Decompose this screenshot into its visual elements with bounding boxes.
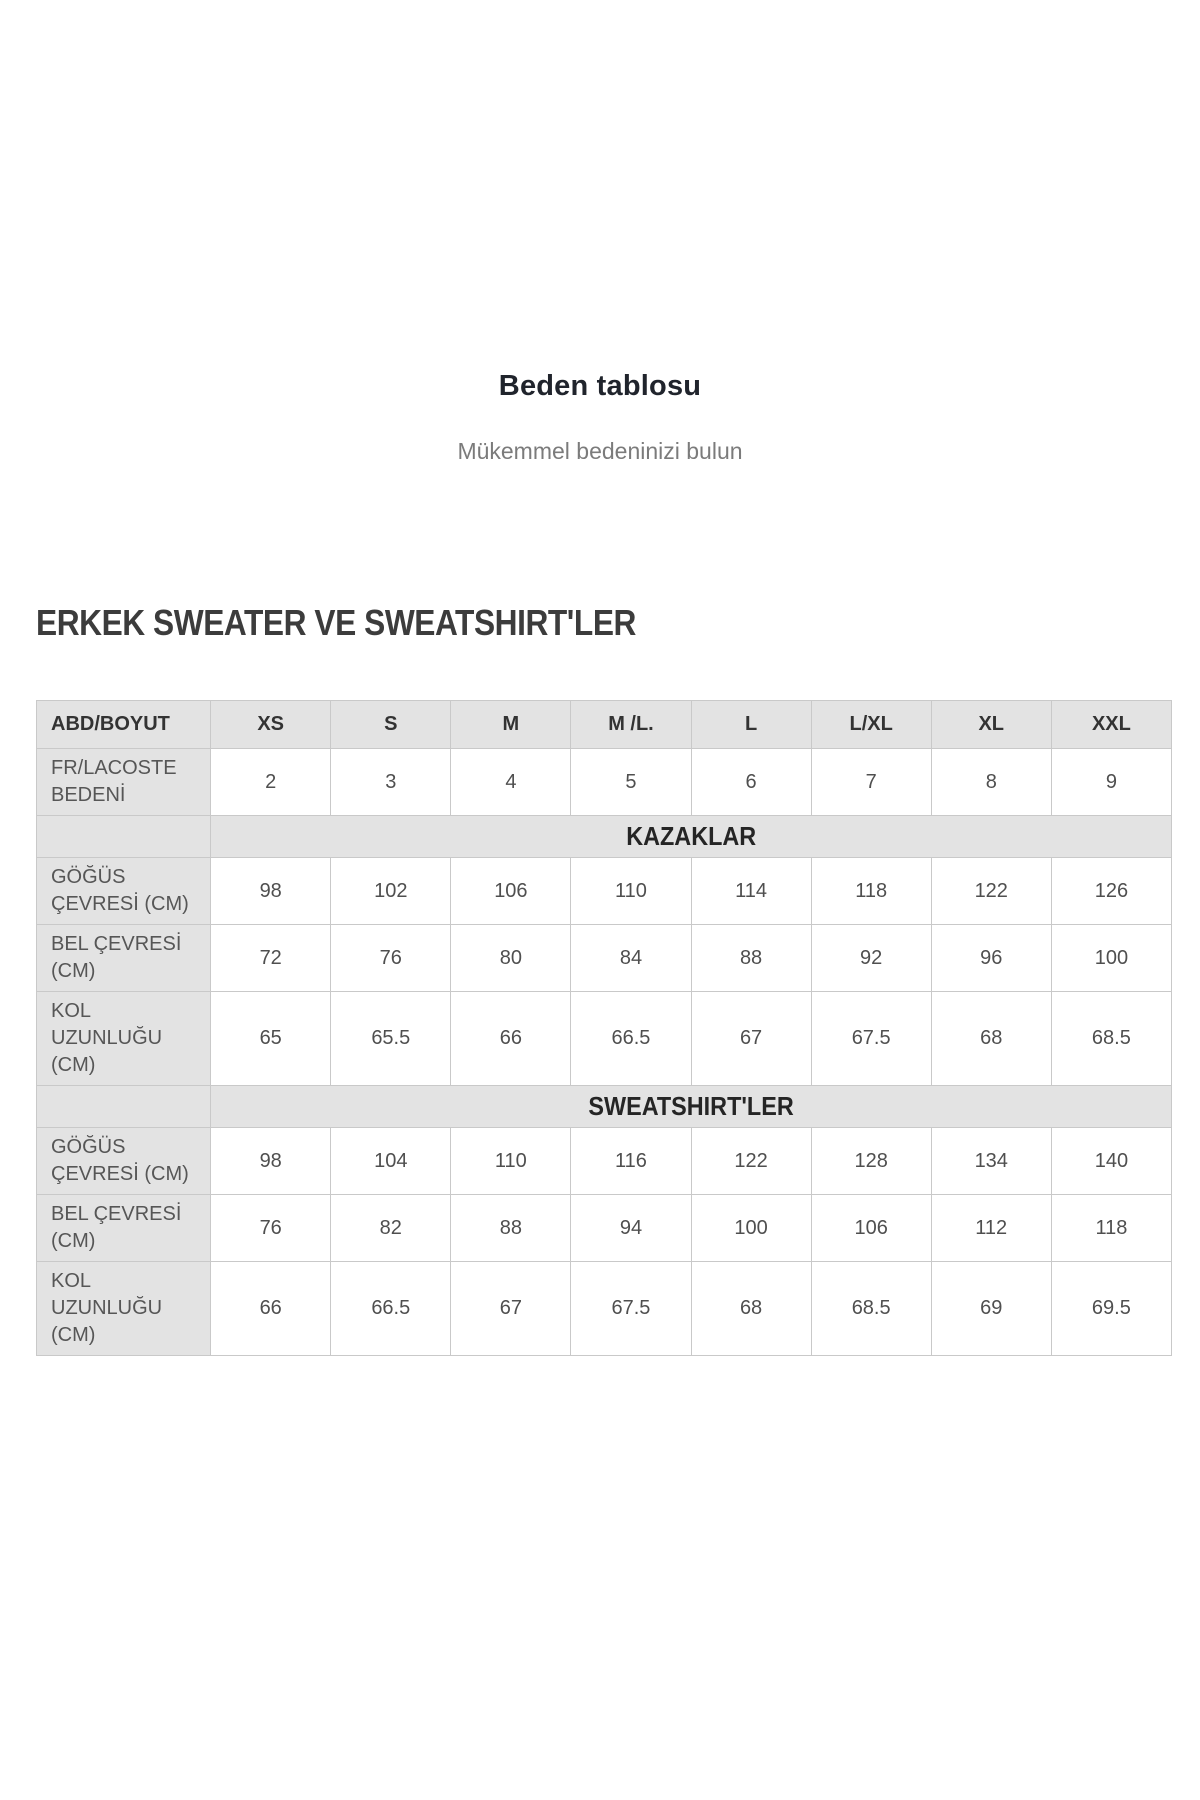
row-label: FR/LACOSTE BEDENİ <box>37 749 211 816</box>
cell-value: 106 <box>811 1195 931 1262</box>
table-row-waist <box>37 925 1172 992</box>
section-title-text: SWEATSHIRT'LER <box>588 1090 794 1121</box>
cell-value: 69.5 <box>1051 1262 1171 1356</box>
cell-value: 114 <box>691 858 811 925</box>
row-label: BEL ÇEVRESİ (CM) <box>37 1195 211 1262</box>
cell-value: 104 <box>331 1128 451 1195</box>
section-row-spacer <box>37 816 211 858</box>
cell-value: 106 <box>451 858 571 925</box>
cell-value: 65.5 <box>331 992 451 1086</box>
table-row-chest <box>37 1128 1172 1195</box>
cell-value: 67 <box>691 992 811 1086</box>
cell-value: 100 <box>691 1195 811 1262</box>
cell-value: 88 <box>451 1195 571 1262</box>
cell-value: 5 <box>571 749 691 816</box>
page-title: Beden tablosu <box>498 370 702 402</box>
cell-value: 116 <box>571 1128 691 1195</box>
cell-value: 7 <box>811 749 931 816</box>
cell-value: 69 <box>931 1262 1051 1356</box>
cell-value: 76 <box>211 1195 331 1262</box>
cell-value: 68.5 <box>811 1262 931 1356</box>
cell-value: 67 <box>451 1262 571 1356</box>
table-row-fr-size <box>37 749 1172 816</box>
column-header-xxl: XXL <box>1051 701 1171 749</box>
cell-value: 96 <box>931 925 1051 992</box>
cell-value: 80 <box>451 925 571 992</box>
cell-value: 9 <box>1051 749 1171 816</box>
cell-value: 92 <box>811 925 931 992</box>
cell-value: 66 <box>451 992 571 1086</box>
cell-value: 88 <box>691 925 811 992</box>
column-header-xl: XL <box>931 701 1051 749</box>
section-row-spacer <box>37 1086 211 1128</box>
section-heading: ERKEK SWEATER VE SWEATSHIRT'LER <box>36 602 636 643</box>
row-label: GÖĞÜS ÇEVRESİ (CM) <box>37 858 211 925</box>
section-row-sweaters <box>37 816 1172 858</box>
cell-value: 67.5 <box>571 1262 691 1356</box>
column-header-l: L <box>691 701 811 749</box>
section-title-cell <box>211 816 1172 858</box>
cell-value: 82 <box>331 1195 451 1262</box>
cell-value: 65 <box>211 992 331 1086</box>
cell-value: 68 <box>931 992 1051 1086</box>
cell-value: 118 <box>1051 1195 1171 1262</box>
column-header-ml: M /L. <box>571 701 691 749</box>
section-title-cell <box>211 1086 1172 1128</box>
cell-value: 140 <box>1051 1128 1171 1195</box>
cell-value: 134 <box>931 1128 1051 1195</box>
cell-value: 122 <box>691 1128 811 1195</box>
cell-value: 66 <box>211 1262 331 1356</box>
cell-value: 72 <box>211 925 331 992</box>
section-title-text: KAZAKLAR <box>626 820 757 851</box>
cell-value: 110 <box>571 858 691 925</box>
cell-value: 8 <box>931 749 1051 816</box>
cell-value: 68.5 <box>1051 992 1171 1086</box>
column-header-m: M <box>451 701 571 749</box>
column-header-s: S <box>331 701 451 749</box>
cell-value: 128 <box>811 1128 931 1195</box>
cell-value: 94 <box>571 1195 691 1262</box>
row-label: GÖĞÜS ÇEVRESİ (CM) <box>37 1128 211 1195</box>
column-header-size-system: ABD/BOYUT <box>37 701 211 749</box>
cell-value: 100 <box>1051 925 1171 992</box>
cell-value: 122 <box>931 858 1051 925</box>
column-header-xs: XS <box>211 701 331 749</box>
cell-value: 2 <box>211 749 331 816</box>
row-label: BEL ÇEVRESİ (CM) <box>37 925 211 992</box>
cell-value: 98 <box>211 858 331 925</box>
cell-value: 66.5 <box>331 1262 451 1356</box>
cell-value: 68 <box>691 1262 811 1356</box>
table-row-chest <box>37 858 1172 925</box>
size-table <box>36 700 1172 1356</box>
cell-value: 112 <box>931 1195 1051 1262</box>
cell-value: 67.5 <box>811 992 931 1086</box>
table-row-waist <box>37 1195 1172 1262</box>
column-header-lxl: L/XL <box>811 701 931 749</box>
section-row-sweatshirts <box>37 1086 1172 1128</box>
cell-value: 110 <box>451 1128 571 1195</box>
table-row-sleeve <box>37 992 1172 1086</box>
row-label: KOL UZUNLUĞU (CM) <box>37 992 211 1086</box>
page-subtitle: Mükemmel bedeninizi bulun <box>457 438 743 464</box>
cell-value: 98 <box>211 1128 331 1195</box>
cell-value: 76 <box>331 925 451 992</box>
cell-value: 126 <box>1051 858 1171 925</box>
cell-value: 102 <box>331 858 451 925</box>
cell-value: 66.5 <box>571 992 691 1086</box>
header-row <box>37 701 1172 749</box>
cell-value: 3 <box>331 749 451 816</box>
cell-value: 4 <box>451 749 571 816</box>
cell-value: 84 <box>571 925 691 992</box>
cell-value: 118 <box>811 858 931 925</box>
cell-value: 6 <box>691 749 811 816</box>
table-row-sleeve <box>37 1262 1172 1356</box>
row-label: KOL UZUNLUĞU (CM) <box>37 1262 211 1356</box>
